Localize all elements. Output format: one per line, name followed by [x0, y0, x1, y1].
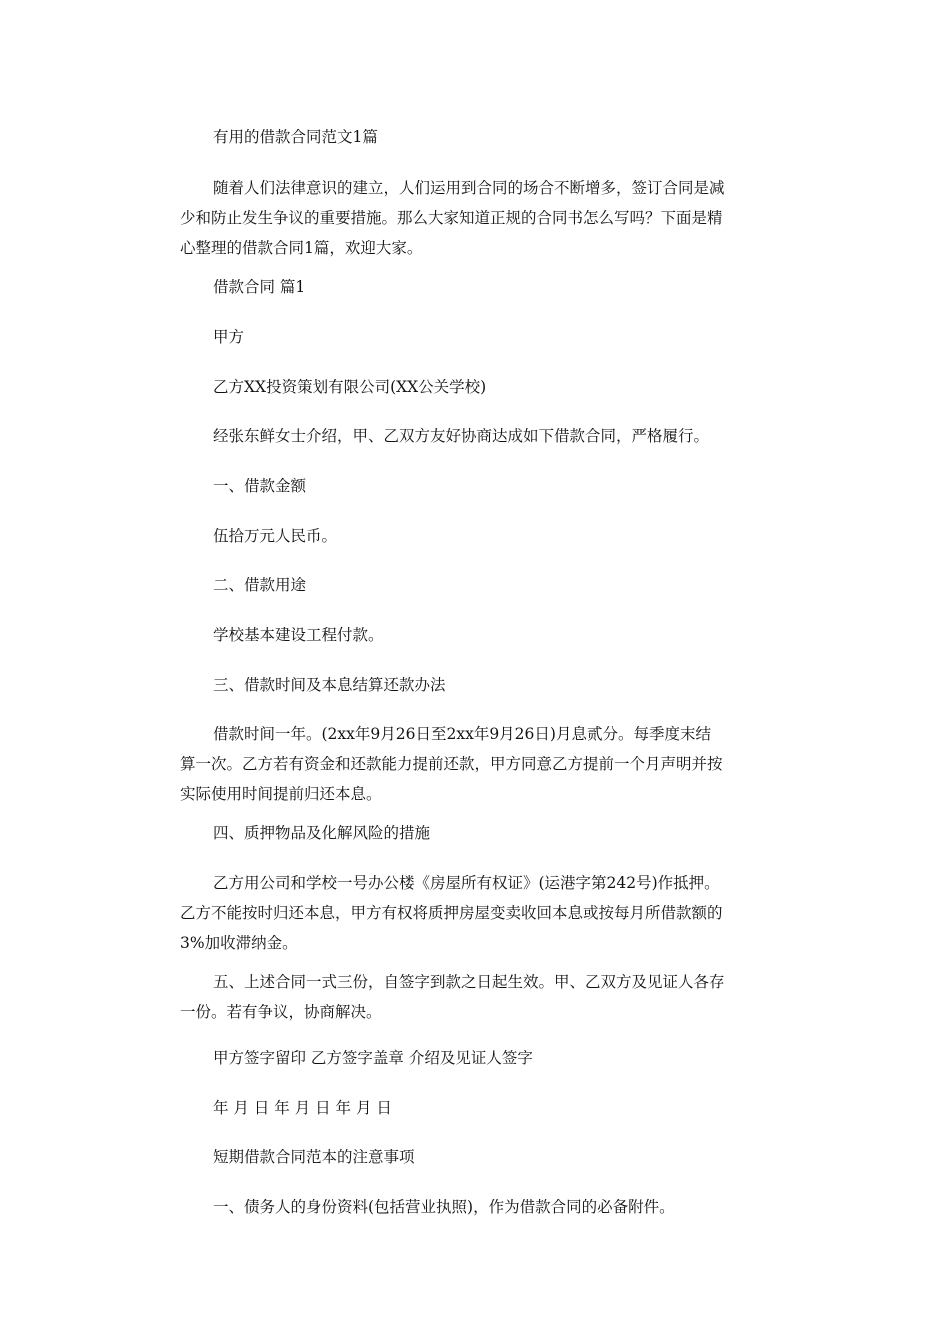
party-a: 甲方: [213, 328, 245, 346]
signature-line: 甲方签字留印 乙方签字盖章 介绍及见证人签字: [213, 1049, 533, 1067]
party-b: 乙方XX投资策划有限公司(XX公关学校): [213, 378, 487, 396]
section-1-title: 一、借款金额: [213, 477, 307, 495]
section-2-title: 二、借款用途: [213, 576, 307, 594]
section-3-title: 三、借款时间及本息结算还款办法: [213, 676, 446, 694]
contract-heading: 借款合同 篇1: [213, 278, 306, 296]
section-3-body: 借款时间一年。(2xx年9月26日至2xx年9月26日)月息贰分。每季度末结 算一次。乙方若有资金和还款能力提前还款，甲方同意乙方提前一个月声明并按 实际使用时间提前归还本息。: [180, 725, 723, 803]
notes-title: 短期借款合同范本的注意事项: [213, 1148, 415, 1166]
section-5-body: 五、上述合同一式三份，自签字到款之日起生效。甲、乙双方及见证人各存 一份。若有争议，协商解决。: [180, 973, 725, 1021]
section-4-title: 四、质押物品及化解风险的措施: [213, 824, 431, 842]
section-1-body: 伍拾万元人民币。: [213, 527, 338, 545]
section-4-body: 乙方用公司和学校一号办公楼《房屋所有权证》(运港字第242号)作抵押。 乙方不能按时归还本息，甲方有权将质押房屋变卖收回本息或按每月所借款额的 3%加收滞纳金。: [180, 874, 723, 952]
intro-paragraph: 随着人们法律意识的建立，人们运用到合同的场合不断增多，签订合同是减 少和防止发生争议的重要措施。那么大家知道正规的合同书怎么写吗？下面是精 心整理的借款合同1篇，欢迎大家。: [180, 179, 725, 257]
document-title: 有用的借款合同范文1篇: [213, 128, 378, 146]
section-2-body: 学校基本建设工程付款。: [213, 626, 384, 644]
notes-item-1: 一、债务人的身份资料(包括营业执照)，作为借款合同的必备附件。: [213, 1198, 675, 1216]
date-line: 年 月 日 年 月 日 年 月 日: [213, 1099, 392, 1117]
preamble: 经张东鲜女士介绍，甲、乙双方友好协商达成如下借款合同，严格履行。: [213, 427, 710, 445]
